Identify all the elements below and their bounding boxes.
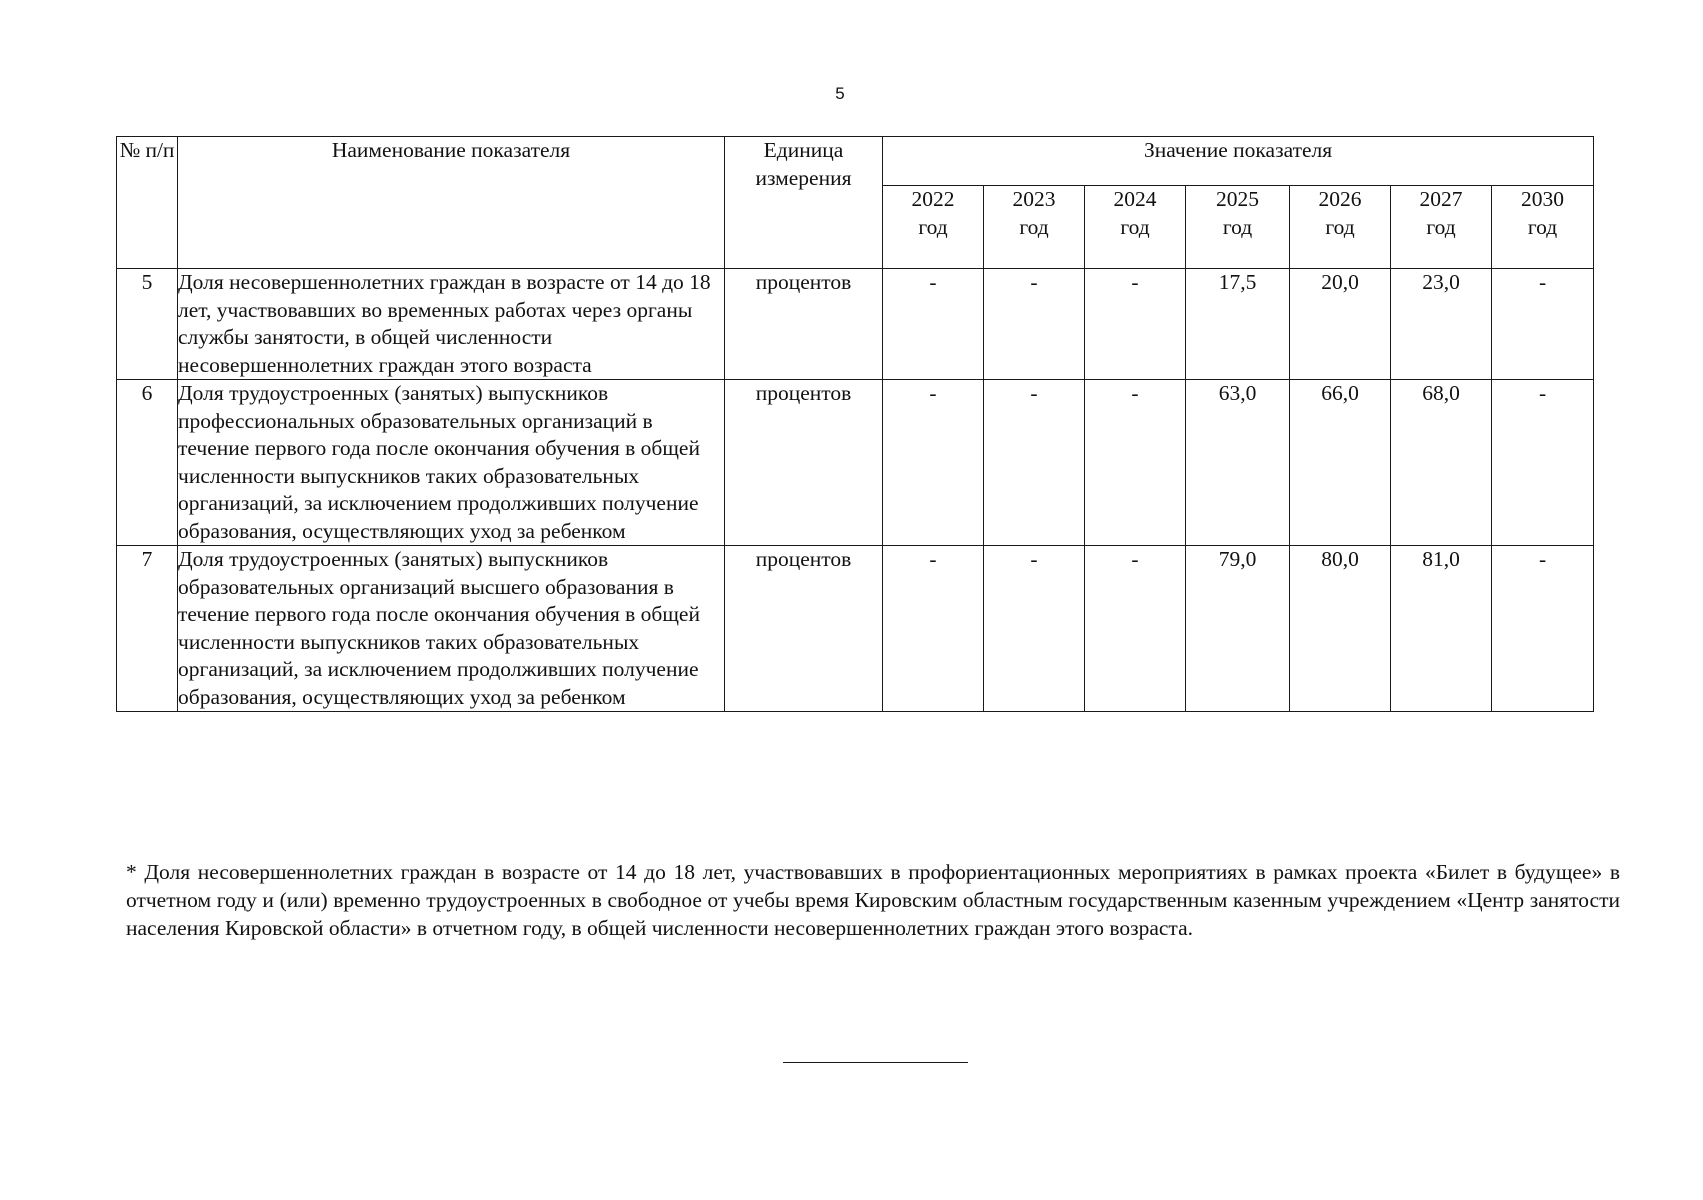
header-year: 2027 год <box>1391 186 1492 269</box>
value-cell: 66,0 <box>1290 380 1391 546</box>
value-cell: 23,0 <box>1391 269 1492 380</box>
value-cell: - <box>1492 380 1594 546</box>
header-year: 2022 год <box>883 186 984 269</box>
header-values-group: Значение показателя <box>883 137 1594 186</box>
row-number: 6 <box>117 380 178 546</box>
unit-cell: процентов <box>725 546 883 712</box>
header-year: 2026 год <box>1290 186 1391 269</box>
value-cell: - <box>1085 380 1186 546</box>
header-year: 2025 год <box>1186 186 1290 269</box>
value-cell: - <box>883 269 984 380</box>
value-cell: 63,0 <box>1186 380 1290 546</box>
value-cell: - <box>883 546 984 712</box>
value-cell: - <box>883 380 984 546</box>
value-cell: 79,0 <box>1186 546 1290 712</box>
value-cell: 20,0 <box>1290 269 1391 380</box>
value-cell: 68,0 <box>1391 380 1492 546</box>
value-cell: - <box>1085 269 1186 380</box>
value-cell: - <box>984 546 1085 712</box>
indicator-name: Доля трудоустроенных (занятых) выпускников образовательных организаций высшего образования в течение первого года после окончания обучения в общей численности выпускников таких образовательных организаций, за исключением продолживших получение образования, осуществляющих уход за ребенком <box>178 546 725 712</box>
table-row <box>117 269 1594 380</box>
table-row <box>117 380 1594 546</box>
indicator-name: Доля несовершеннолетних граждан в возрасте от 14 до 18 лет, участвовавших во временных работах через органы службы занятости, в общей численности несовершеннолетних граждан этого возраста <box>178 269 725 380</box>
header-row <box>117 137 1594 186</box>
header-name: Наименование показателя <box>178 137 725 269</box>
header-year: 2030 год <box>1492 186 1594 269</box>
value-cell: - <box>984 380 1085 546</box>
page-number: 5 <box>835 84 845 103</box>
value-cell: - <box>1492 269 1594 380</box>
header-year: 2023 год <box>984 186 1085 269</box>
value-cell: - <box>1085 546 1186 712</box>
value-cell: 80,0 <box>1290 546 1391 712</box>
value-cell: - <box>984 269 1085 380</box>
value-cell: 17,5 <box>1186 269 1290 380</box>
value-cell: - <box>1492 546 1594 712</box>
indicators-table <box>116 136 1594 712</box>
row-number: 7 <box>117 546 178 712</box>
table-row <box>117 546 1594 712</box>
value-cell: 81,0 <box>1391 546 1492 712</box>
indicator-name: Доля трудоустроенных (занятых) выпускников профессиональных образовательных организаций в течение первого года после окончания обучения в общей численности выпускников таких образовательных организаций, за исключением продолживших получение образования, осуществляющих уход за ребенком <box>178 380 725 546</box>
unit-cell: процентов <box>725 380 883 546</box>
header-num: № п/п <box>117 137 178 269</box>
footnote: * Доля несовершеннолетних граждан в возрасте от 14 до 18 лет, участвовавших в профориентационных мероприятиях в рамках проекта «Билет в будущее» в отчетном году и (или) временно трудоустроенных в свободное от учебы время Кировским областным государственным казенным учреждением «Центр занятости населения Кировской области» в отчетном году, в общей численности несовершеннолетних граждан этого возраста. <box>126 860 1620 940</box>
unit-cell: процентов <box>725 269 883 380</box>
header-unit: Единица измерения <box>725 137 883 269</box>
row-number: 5 <box>117 269 178 380</box>
end-divider <box>783 1062 968 1063</box>
header-year: 2024 год <box>1085 186 1186 269</box>
